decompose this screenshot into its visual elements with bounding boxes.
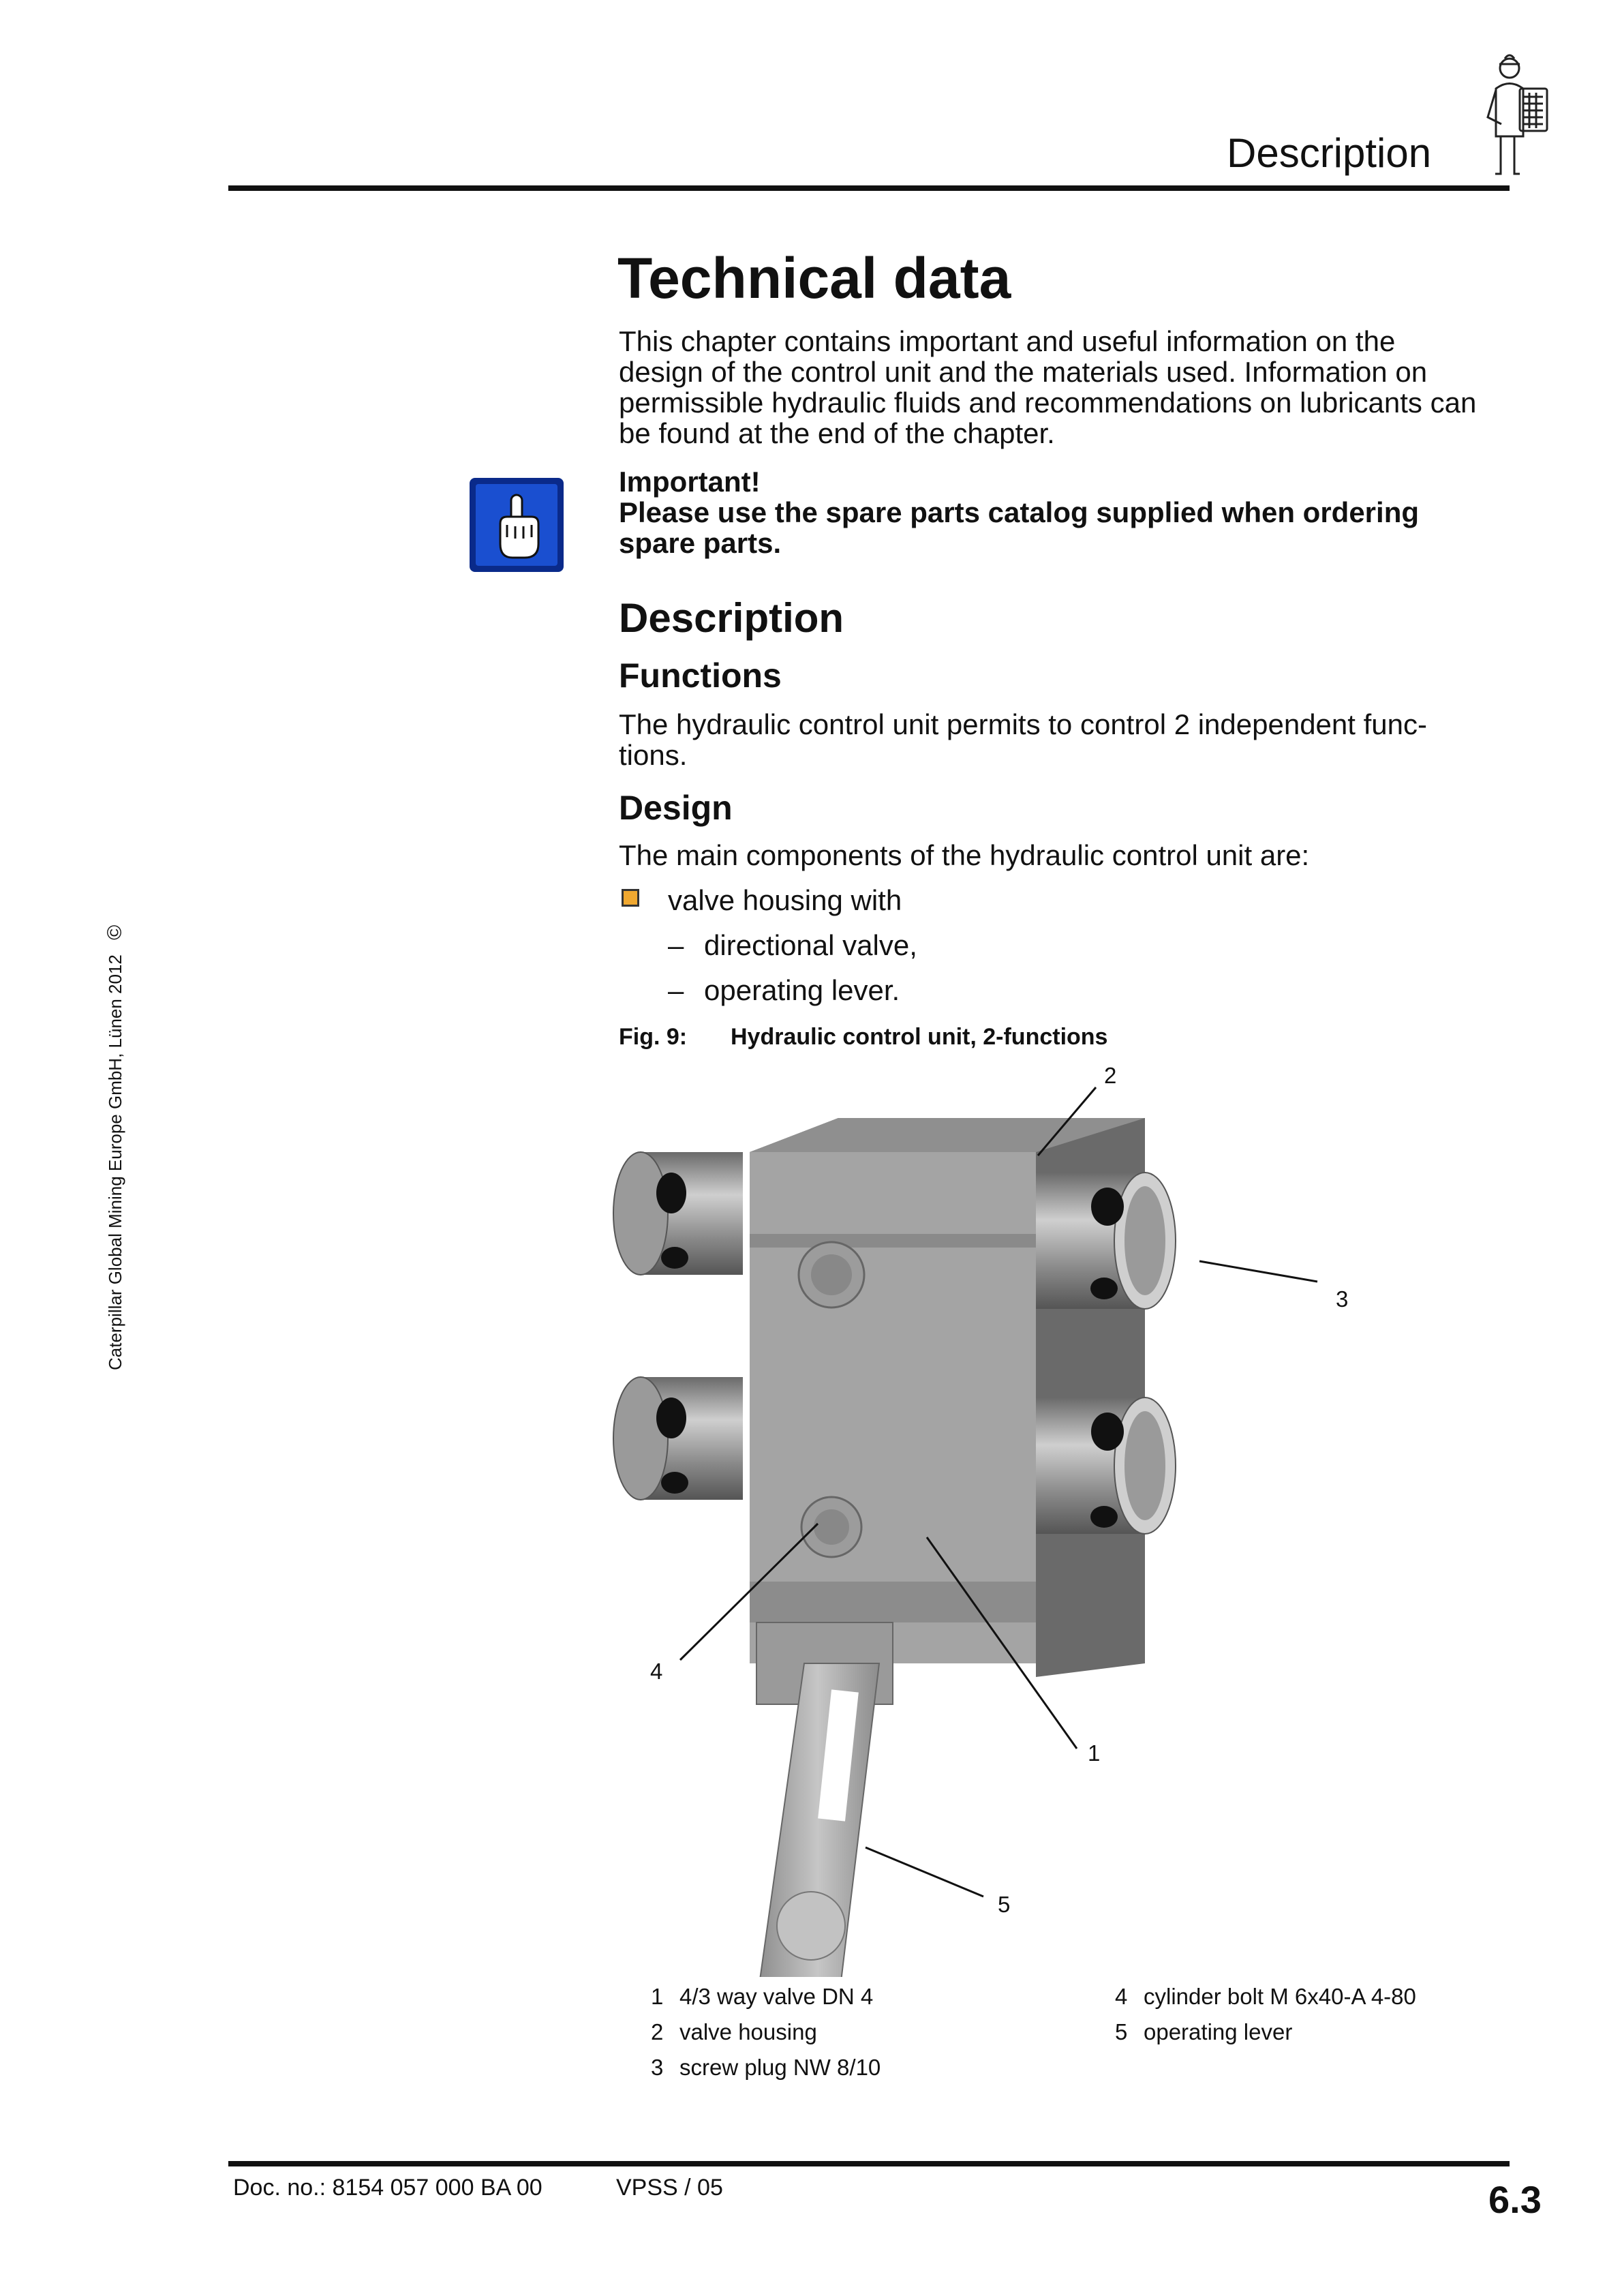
sub-dash: – bbox=[668, 974, 684, 1006]
intro-line: permissible hydraulic fluids and recommendations on lubricants can bbox=[619, 387, 1477, 419]
side-text: Caterpillar Global Mining Europe GmbH, Lünen 2012 bbox=[105, 954, 125, 1370]
legend-left bbox=[651, 1979, 881, 2085]
intro-line: be found at the end of the chapter. bbox=[619, 417, 1055, 449]
important-notice bbox=[619, 466, 1518, 558]
design-intro: The main components of the hydraulic control unit are: bbox=[619, 839, 1310, 871]
functions-paragraph bbox=[619, 709, 1518, 770]
intro-line: This chapter contains important and useful information on the bbox=[619, 325, 1396, 357]
hydraulic-control-unit-figure bbox=[600, 1063, 1418, 1977]
pointing-hand-icon bbox=[468, 476, 566, 574]
notice-heading: Important! bbox=[619, 466, 761, 498]
left-upper-port bbox=[613, 1152, 743, 1275]
sub-item bbox=[668, 975, 900, 1006]
footer-rule bbox=[228, 2161, 1510, 2166]
header-rule bbox=[228, 185, 1510, 191]
right-upper-port bbox=[1036, 1173, 1176, 1309]
notice-line: spare parts. bbox=[619, 527, 782, 559]
description-heading: Description bbox=[619, 595, 844, 641]
legend-row: 1 4/3 way valve DN 4 bbox=[651, 1984, 874, 2009]
header-section-title: Description bbox=[1227, 130, 1432, 176]
sub-item bbox=[668, 930, 917, 961]
figure-caption: Hydraulic control unit, 2-functions bbox=[731, 1024, 1108, 1050]
intro-paragraph bbox=[619, 326, 1518, 449]
technician-icon bbox=[1479, 48, 1567, 184]
legend-row: 2 valve housing bbox=[651, 2019, 817, 2044]
side-copyright-text bbox=[104, 925, 127, 1370]
legend-row: 5 operating lever bbox=[1115, 2019, 1293, 2044]
left-lower-port bbox=[613, 1377, 743, 1500]
copyright-symbol: © bbox=[104, 924, 126, 940]
callout-2: 2 bbox=[1104, 1063, 1117, 1088]
bullet-square bbox=[622, 889, 639, 907]
page-title: Technical data bbox=[617, 246, 1011, 310]
footer-doc-number: Doc. no.: 8154 057 000 BA 00 bbox=[233, 2175, 542, 2201]
legend-row: 4 cylinder bolt M 6x40-A 4-80 bbox=[1115, 1984, 1416, 2009]
sub-item-text: operating lever. bbox=[704, 974, 900, 1006]
functions-line: tions. bbox=[619, 739, 688, 771]
bullet-item: valve housing with bbox=[668, 884, 902, 916]
sub-item-text: directional valve, bbox=[704, 929, 917, 961]
notice-line: Please use the spare parts catalog supplied when ordering bbox=[619, 496, 1420, 528]
sub-dash: – bbox=[668, 929, 684, 961]
design-heading: Design bbox=[619, 789, 733, 827]
legend-row: 3 screw plug NW 8/10 bbox=[651, 2055, 881, 2080]
functions-heading: Functions bbox=[619, 656, 782, 695]
callout-5: 5 bbox=[998, 1892, 1011, 1917]
callout-4: 4 bbox=[650, 1659, 663, 1684]
page-number: 6.3 bbox=[1488, 2178, 1542, 2221]
functions-line: The hydraulic control unit permits to control 2 independent func- bbox=[619, 708, 1427, 740]
figure-label: Fig. 9: bbox=[619, 1024, 688, 1050]
callout-1: 1 bbox=[1088, 1740, 1101, 1766]
intro-line: design of the control unit and the materials used. Information on bbox=[619, 356, 1428, 388]
callout-3: 3 bbox=[1336, 1286, 1349, 1312]
footer-product: VPSS / 05 bbox=[616, 2175, 723, 2201]
legend-right bbox=[1115, 1979, 1416, 2050]
right-lower-port bbox=[1036, 1398, 1176, 1534]
